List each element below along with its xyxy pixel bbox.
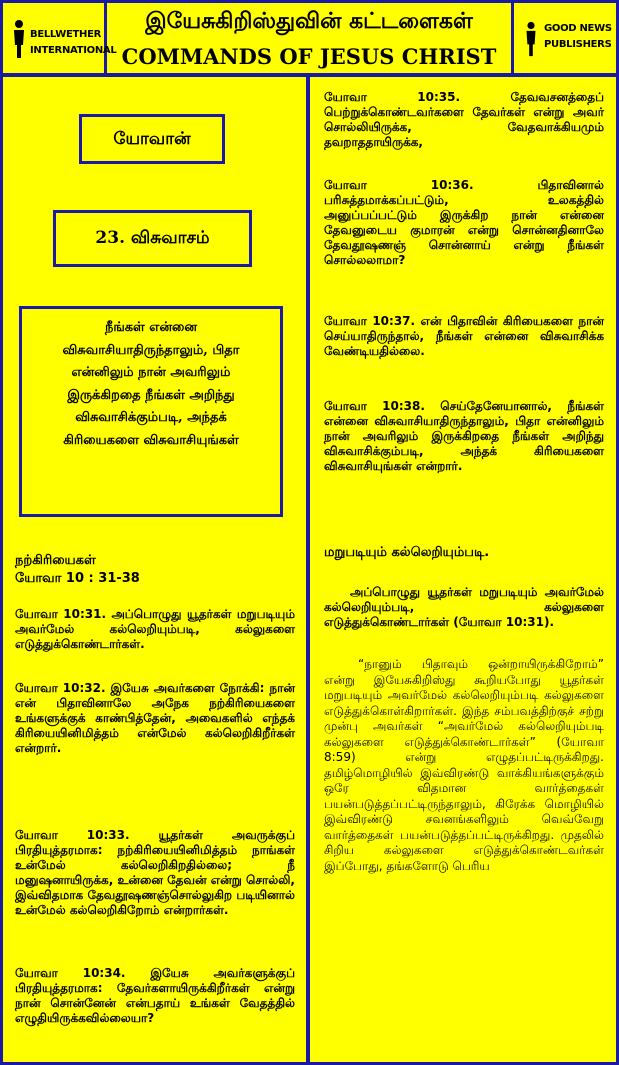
title-english: COMMANDS OF JESUS CHRIST [121,44,497,69]
page-header [0,0,619,77]
verse-10-32: யோவா 10:32. இயேசு அவர்களை நோக்கி: நான் என் பிதாவினாலே அநேக நற்கிரியைகளை உங்களுக்குக் காண்பித்தேன், அவைகளில் எந்தக் கிரியையினிமித்தம் என்மேல் கல்லெறிகிறீர்கள் என்றார். [15,681,295,755]
subheading: மறுபடியும் கல்லெறியும்படி. [324,545,490,560]
publisher-left-line-2: INTERNATIONAL [30,45,117,56]
column-divider [306,77,310,1065]
good-news-logo [511,3,616,73]
book-title: யோவான் [113,129,191,149]
verse-10-33: யோவா 10:33. யூதர்கள் அவருக்குப் பிரதியுத்தரமாக: நற்கிரியையினிமித்தம் நாங்கள் உன்மேல் கல்லெறிகிறதில்லை; நீ மனுஷனாயிருக்க, உன்னை தேவன் என்று சொல்லி, இவ்விதமாக தேவதூஷணஞ்சொல்லுகிற படியினால் உன்மேல் கல்லெறிகிறோம் என்றார்கள். [15,828,295,917]
chapter-title-box [53,210,252,267]
command-text: நீங்கள் என்னை விசுவாசியாதிருந்தாலும், பிதா என்னிலும் நான் அவரிலும் இருக்கிறதை நீங்கள் அறிந்து விசுவாசிக்கும்படி, அந்தக் கிரியைகளை விசுவாசியுங்கள் [62,320,240,448]
verse-10-38: யோவா 10:38. செய்தேனேயானால், நீங்கள் என்னை விசுவாசியாதிருந்தாலும், பிதா என்னிலும் நான் அவரிலும் இருக்கிறதை நீங்கள் அறிந்து விசுவாசிக்கும்படி, அந்தக் கிரியைகளை விசுவாசியுங்கள் என்றார். [324,399,604,473]
verse-10-36: யோவா 10:36. பிதாவினால் பரிசுத்தமாக்கப்பட்டும், உலகத்தில் அனுப்பப்பட்டும் இருக்கிற நான் என்னை தேவனுடைய குமாரன் என்று சொன்னதினாலே தேவதூஷணஞ் சொன்னாய் என்று நீங்கள் சொல்லலாமா? [324,178,604,267]
section-title: நற்கிரியைகள் [15,553,96,568]
person-icon [522,19,540,59]
verse-10-34: யோவா 10:34. இயேசு அவர்களுக்குப் பிரதியுத்தரமாக: தேவர்களாயிருக்கிறீர்கள் என்று நான் சொன்னேன் என்பதாய் உங்கள் வேதத்தில் எழுதியிருக்கவில்லையா? [15,966,295,1025]
publisher-left-line-1: BELLWETHER [30,29,102,40]
publisher-right-line-1: GOOD NEWS [544,23,612,34]
chapter-title: 23. விசுவாசம் [95,228,210,248]
verse-10-37: யோவா 10:37. என் பிதாவின் கிரியைகளை நான் செய்யாதிருந்தால், நீங்கள் என்னை விசுவாசிக்க வேண்டியதில்லை. [324,314,604,358]
verse-10-31: யோவா 10:31. அப்பொழுது யூதர்கள் மறுபடியும் அவர்மேல் கல்லெறியும்படி, கல்லுகளை எடுத்துக்கொண்டார்கள். [15,607,295,651]
bellwether-logo [3,3,117,73]
book-title-box [79,114,225,164]
person-icon [9,19,29,59]
publisher-right-line-2: PUBLISHERS [544,39,612,50]
intro-paragraph: அப்பொழுது யூதர்கள் மறுபடியும் அவர்மேல் கல்லெறியும்படி, கல்லுகளை எடுத்துக்கொண்டார்கள் (யோவா 10:31). [324,585,604,629]
command-box [19,306,283,517]
section-reference: யோவா 10 : 31-38 [15,571,140,586]
title-tamil: இயேசுகிறிஸ்துவின் கட்டளைகள் [145,8,473,34]
verse-10-35: யோவா 10:35. தேவவசனத்தைப் பெற்றுக்கொண்டவர்களை தேவர்கள் என்று அவர் சொல்லியிருக்க, வேதவாக்கியமும் தவறாததாயிருக்க, [324,90,604,149]
commentary-paragraph: “நானும் பிதாவும் ஒன்றாயிருக்கிறோம்” என்று இயேசுகிறிஸ்து கூறியபோது யூதர்கள் மறுபடியும் அவர்மேல் கல்லெறியும்படி கல்லுகளை எடுத்துக்கொள்கிறார்கள். இந்த சம்பவத்திற்குச் சற்று முன்பு அவர்கள் “அவர்மேல் கல்லெறியும்படி கல்லுகளை எடுத்துக்கொண்டார்கள்” (யோவா 8:59) என்று எழுதப்பட்டிருக்கிறது. தமிழ்மொழியில் இவ்விரண்டு வாக்கியங்களுக்கும் ஒரே விதமான வார்த்தைகள் பயன்படுத்தப்பட்டிருந்தாலும், கிரேக்க மொழியில் இவ்விரண்டு சவனங்களிலும் வெவ்வேறு வார்த்தைகள் பயன்படுத்தப்பட்டிருக்கிறது. முதலில் சிறிய கல்லுகளை எடுத்துக்கொண்டவர்கள் இப்போது, தங்களோடு பெரிய [324,657,604,873]
